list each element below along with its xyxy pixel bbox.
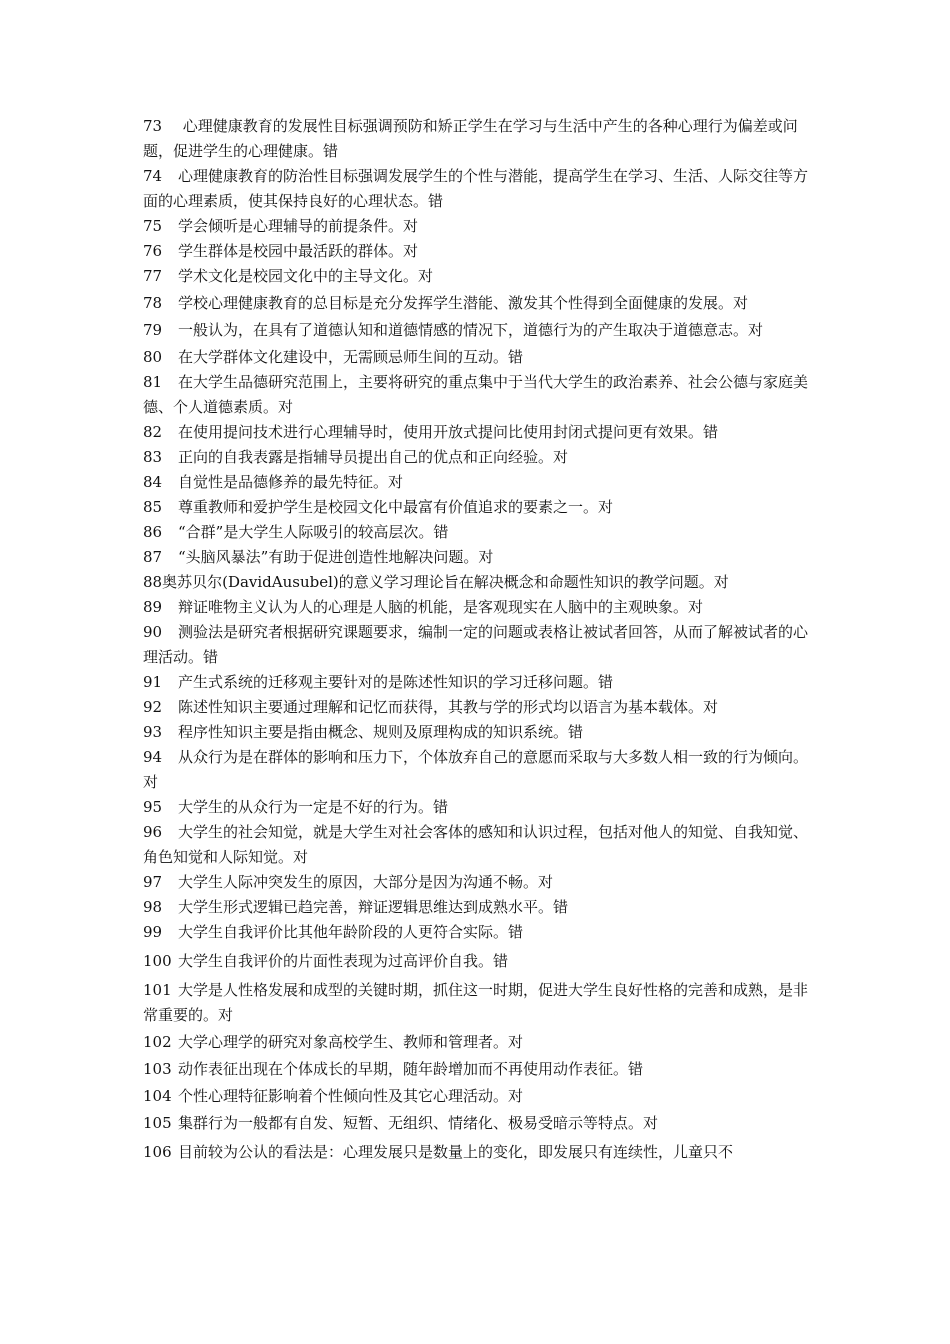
- item-number: 88: [143, 573, 163, 591]
- item-number: 105: [143, 1114, 172, 1132]
- list-item-79: [143, 318, 819, 343]
- item-text: 奥苏贝尔(DavidAusubel)的意义学习理论旨在解决概念和命题性知识的教学问题。对: [162, 573, 729, 591]
- item-text: 在大学群体文化建设中，无需顾忌师生间的互动。错: [178, 348, 524, 366]
- list-item-101: [143, 978, 819, 1028]
- item-text: 心理健康教育的防治性目标强调发展学生的个性与潜能，提高学生在学习、生活、人际交往等方面的心理素质，使其保持良好的心理状态。错: [143, 167, 809, 210]
- item-number: 106: [143, 1143, 172, 1161]
- question-list: [143, 114, 819, 1165]
- item-number: 98: [143, 898, 163, 916]
- list-item-106: [143, 1140, 819, 1165]
- item-text: 学术文化是校园文化中的主导文化。对: [178, 267, 434, 285]
- list-item-74: [143, 164, 819, 214]
- item-text: 集群行为一般都有自发、短暂、无组织、情绪化、极易受暗示等特点。对: [178, 1114, 659, 1132]
- item-number: 85: [143, 498, 163, 516]
- item-number: 95: [143, 798, 163, 816]
- item-text: “合群”是大学生人际吸引的较高层次。错: [178, 523, 449, 541]
- list-item-75: [143, 214, 819, 239]
- list-item-91: [143, 670, 819, 695]
- list-item-90: [143, 620, 819, 670]
- item-text: 大学生自我评价的片面性表现为过高评价自我。错: [178, 952, 509, 970]
- item-number: 82: [143, 423, 163, 441]
- list-item-82: [143, 420, 819, 445]
- item-text: 心理健康教育的发展性目标强调预防和矫正学生在学习与生活中产生的各种心理行为偏差或问题，促进学生的心理健康。错: [143, 117, 798, 160]
- item-text: 一般认为，在具有了道德认知和道德情感的情况下，道德行为的产生取决于道德意志。对: [178, 321, 764, 339]
- item-text: 学生群体是校园中最活跃的群体。对: [178, 242, 419, 260]
- item-number: 81: [143, 373, 163, 391]
- list-item-100: [143, 949, 819, 974]
- item-text: 在使用提问技术进行心理辅导时，使用开放式提问比使用封闭式提问更有效果。错: [178, 423, 719, 441]
- item-number: 84: [143, 473, 163, 491]
- list-item-85: [143, 495, 819, 520]
- item-number: 101: [143, 981, 172, 999]
- item-number: 92: [143, 698, 163, 716]
- item-text: 大学是人性格发展和成型的关键时期，抓住这一时期，促进大学生良好性格的完善和成熟，是非常重要的。对: [143, 981, 809, 1024]
- item-text: 陈述性知识主要通过理解和记忆而获得，其教与学的形式均以语言为基本载体。对: [178, 698, 719, 716]
- item-number: 100: [143, 952, 172, 970]
- list-item-92: [143, 695, 819, 720]
- list-item-84: [143, 470, 819, 495]
- item-text: 大学生自我评价比其他年龄阶段的人更符合实际。错: [178, 923, 524, 941]
- item-number: 93: [143, 723, 163, 741]
- list-item-81: [143, 370, 819, 420]
- item-number: 83: [143, 448, 163, 466]
- item-number: 73: [143, 117, 163, 135]
- item-text: 个性心理特征影响着个性倾向性及其它心理活动。对: [178, 1087, 524, 1105]
- list-item-86: [143, 520, 819, 545]
- item-number: 77: [143, 267, 163, 285]
- item-number: 90: [143, 623, 163, 641]
- item-text: 产生式系统的迁移观主要针对的是陈述性知识的学习迁移问题。错: [178, 673, 614, 691]
- item-number: 99: [143, 923, 163, 941]
- item-text: 大学生人际冲突发生的原因，大部分是因为沟通不畅。对: [178, 873, 554, 891]
- item-text: 大学生的从众行为一定是不好的行为。错: [178, 798, 449, 816]
- item-text: 在大学生品德研究范围上，主要将研究的重点集中于当代大学生的政治素养、社会公德与家庭美德、个人道德素质。对: [143, 373, 809, 416]
- list-item-97: [143, 870, 819, 895]
- item-text: 动作表征出现在个体成长的早期，随年龄增加而不再使用动作表征。错: [178, 1060, 644, 1078]
- list-item-80: [143, 345, 819, 370]
- item-number: 91: [143, 673, 163, 691]
- list-item-104: [143, 1084, 819, 1109]
- list-item-98: [143, 895, 819, 920]
- list-item-83: [143, 445, 819, 470]
- item-text: “头脑风暴法”有助于促进创造性地解决问题。对: [178, 548, 494, 566]
- item-number: 78: [143, 294, 163, 312]
- item-number: 97: [143, 873, 163, 891]
- item-text: 学会倾听是心理辅导的前提条件。对: [178, 217, 419, 235]
- list-item-105: [143, 1111, 819, 1136]
- item-text: 学校心理健康教育的总目标是充分发挥学生潜能、激发其个性得到全面健康的发展。对: [178, 294, 749, 312]
- list-item-103: [143, 1057, 819, 1082]
- item-text: 自觉性是品德修养的最先特征。对: [178, 473, 404, 491]
- item-text: 从众行为是在群体的影响和压力下，个体放弃自己的意愿而采取与大多数人相一致的行为倾向。对: [143, 748, 809, 791]
- item-text: 大学心理学的研究对象高校学生、教师和管理者。对: [178, 1033, 524, 1051]
- item-number: 102: [143, 1033, 172, 1051]
- item-number: 79: [143, 321, 163, 339]
- list-item-95: [143, 795, 819, 820]
- list-item-77: [143, 264, 819, 289]
- item-number: 80: [143, 348, 163, 366]
- list-item-87: [143, 545, 819, 570]
- list-item-96: [143, 820, 819, 870]
- item-number: 103: [143, 1060, 172, 1078]
- item-text: 大学生的社会知觉，就是大学生对社会客体的感知和认识过程，包括对他人的知觉、自我知觉、角色知觉和人际知觉。对: [143, 823, 809, 866]
- item-number: 104: [143, 1087, 172, 1105]
- list-item-73: [143, 114, 819, 164]
- list-item-88: [143, 570, 819, 595]
- item-text: 程序性知识主要是指由概念、规则及原理构成的知识系统。错: [178, 723, 584, 741]
- item-number: 94: [143, 748, 163, 766]
- list-item-93: [143, 720, 819, 745]
- list-item-94: [143, 745, 819, 795]
- list-item-76: [143, 239, 819, 264]
- list-item-78: [143, 291, 819, 316]
- item-number: 76: [143, 242, 163, 260]
- item-text: 辩证唯物主义认为人的心理是人脑的机能，是客观现实在人脑中的主观映象。对: [178, 598, 704, 616]
- item-number: 75: [143, 217, 163, 235]
- item-number: 96: [143, 823, 163, 841]
- item-text: 正向的自我表露是指辅导员提出自己的优点和正向经验。对: [178, 448, 569, 466]
- list-item-102: [143, 1030, 819, 1055]
- item-text: 目前较为公认的看法是：心理发展只是数量上的变化，即发展只有连续性，儿童只不: [178, 1143, 734, 1161]
- item-number: 87: [143, 548, 163, 566]
- item-number: 89: [143, 598, 163, 616]
- list-item-99: [143, 920, 819, 945]
- item-text: 大学生形式逻辑已趋完善，辩证逻辑思维达到成熟水平。错: [178, 898, 569, 916]
- item-number: 86: [143, 523, 163, 541]
- item-text: 尊重教师和爱护学生是校园文化中最富有价值追求的要素之一。对: [178, 498, 614, 516]
- item-text: 测验法是研究者根据研究课题要求，编制一定的问题或表格让被试者回答，从而了解被试者的心理活动。错: [143, 623, 809, 666]
- list-item-89: [143, 595, 819, 620]
- item-number: 74: [143, 167, 163, 185]
